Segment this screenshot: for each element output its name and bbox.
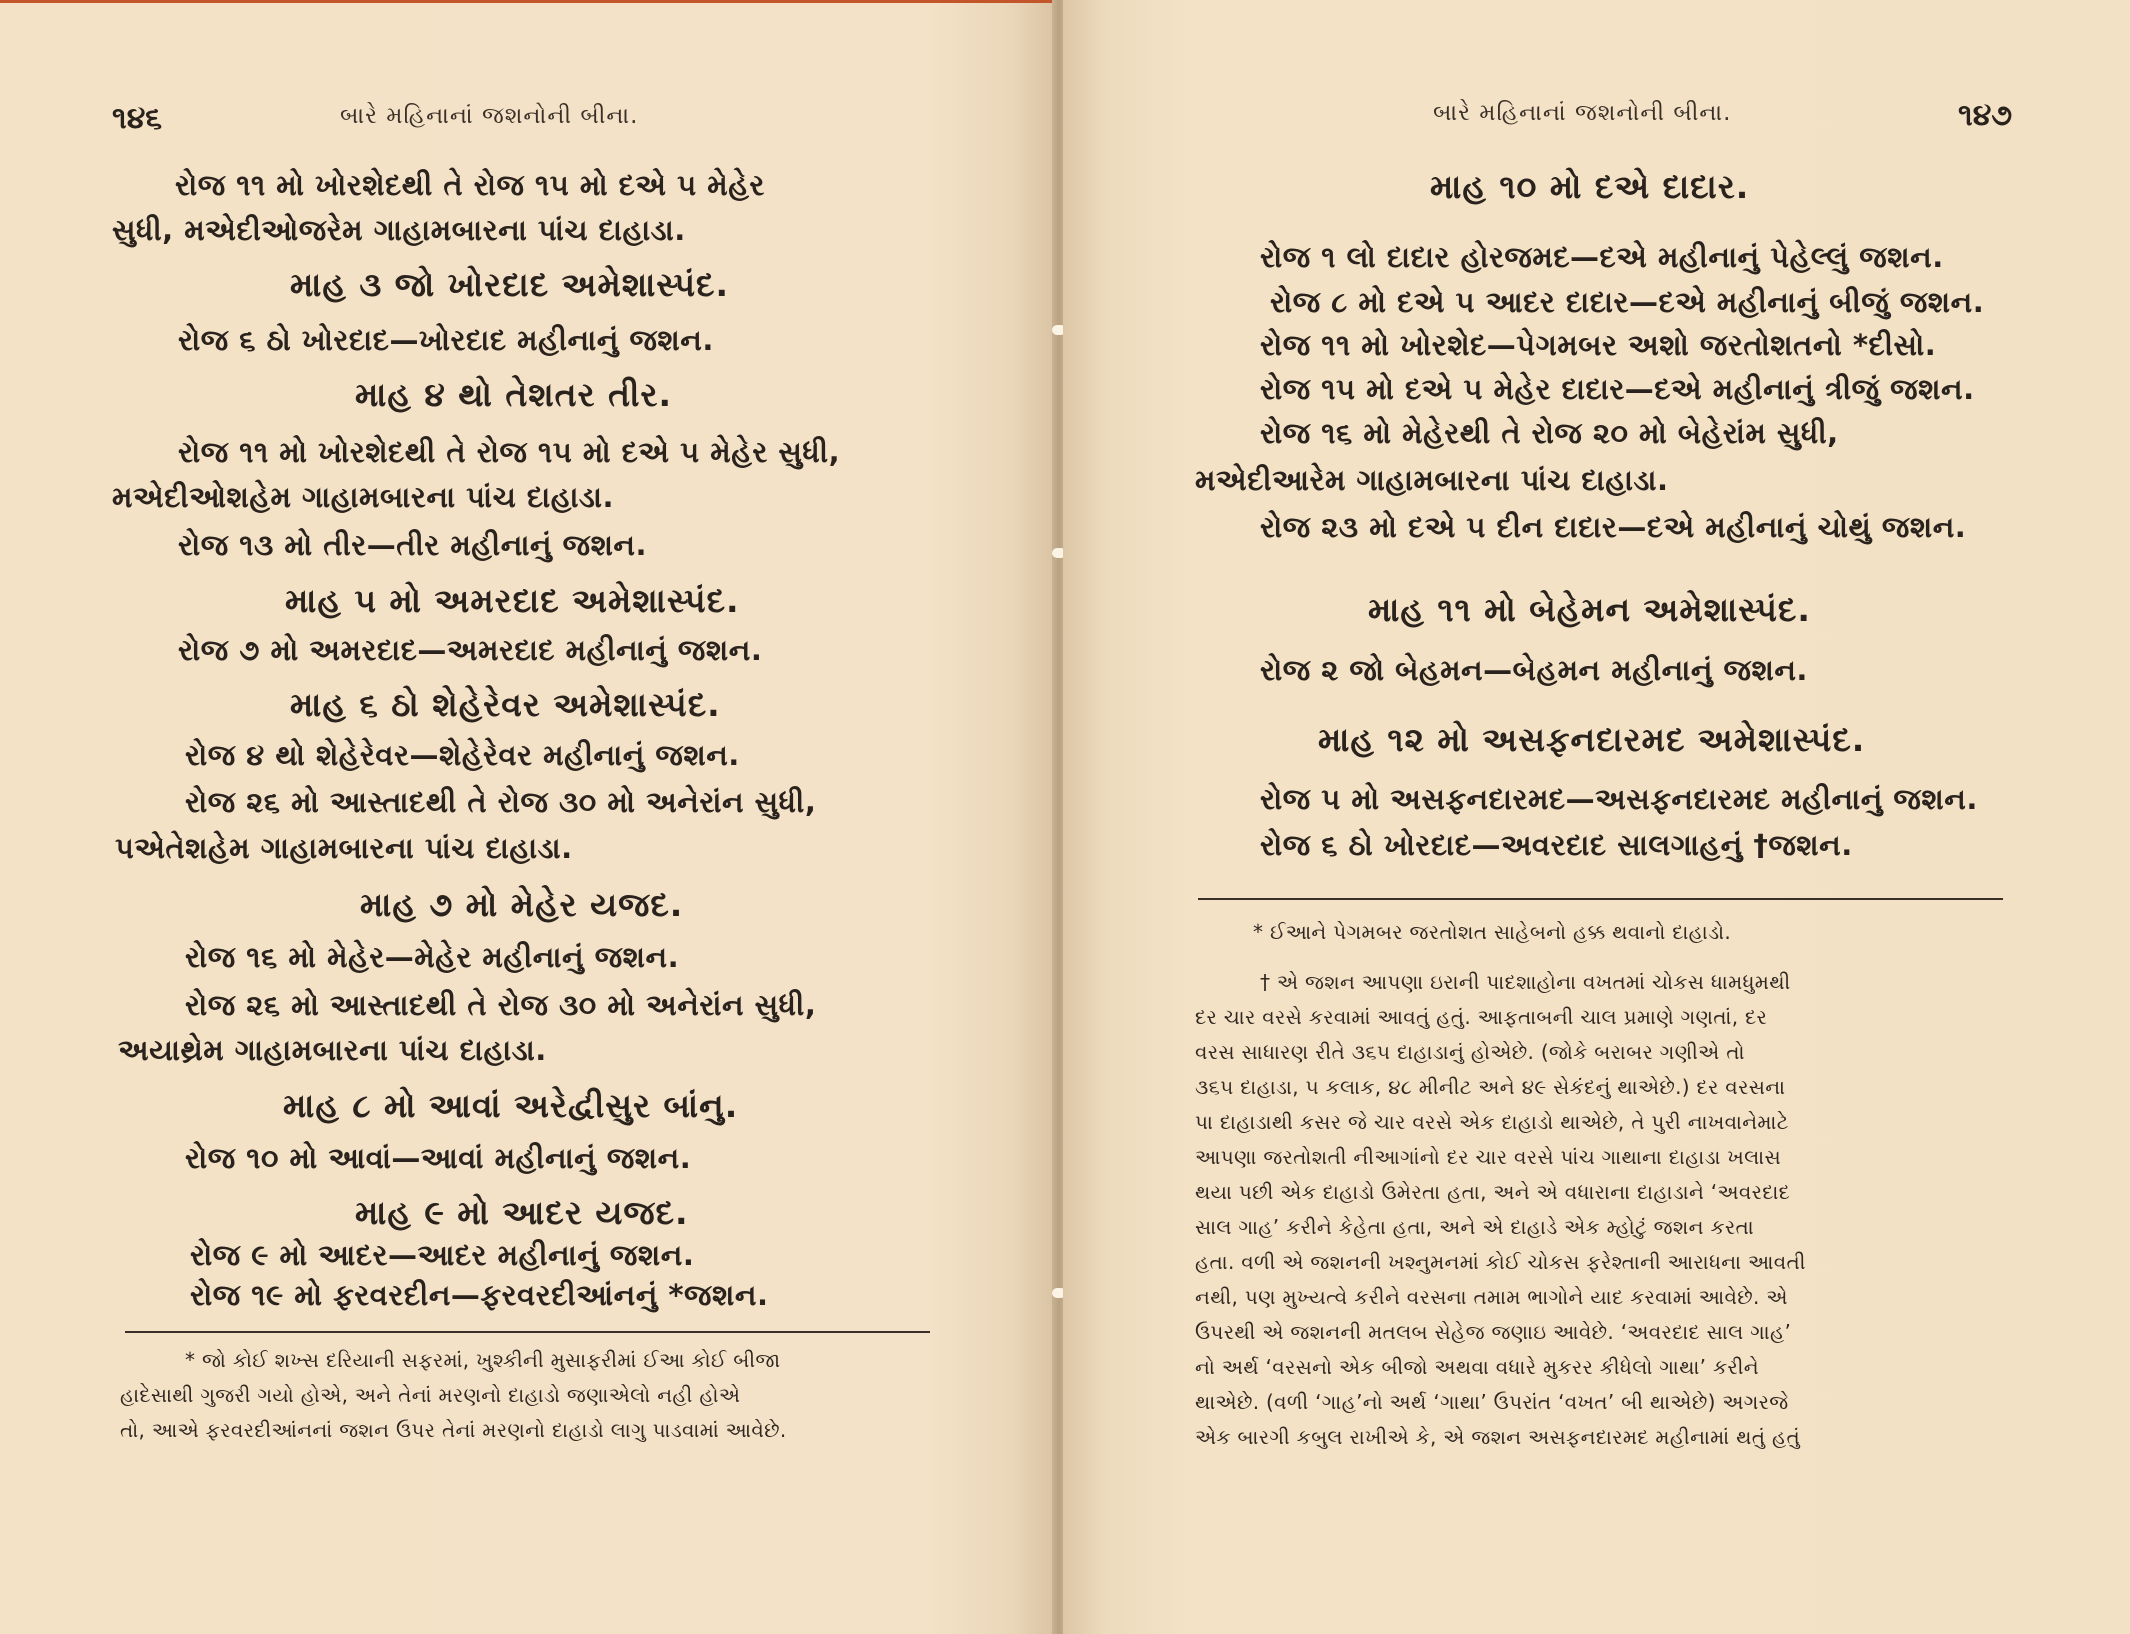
footnote-star: * ઈઆને પેગમબર જરતોશત સાહેબનો હક્ક થવાનો દાહાડો. — [1253, 920, 1732, 944]
footnote-line: નથી, પણ મુખ્યત્વે કરીને વરસના તમામ ભાગોને યાદ કરવામાં આવેછે. એ — [1195, 1285, 1788, 1309]
month-heading: માહ ૯ મો આદર યજદ. — [355, 1193, 689, 1232]
page-number: ૧૪૭ — [1958, 98, 2013, 133]
text-line: રોજ ૨૬ મો આસ્તાદથી તે રોજ ૩૦ મો અનેરાંન સુધી, — [185, 988, 817, 1022]
footnote-line: ૩૬૫ દાહાડા, ૫ કલાક, ૪૮ મીનીટ અને ૪૯ સેકંદનું થાએછે.) દર વરસના — [1195, 1075, 1786, 1099]
footnote-line: † એ જશન આપણા ઇરાની પાદશાહોના વખતમાં ચોકસ ધામધુમથી — [1260, 970, 1791, 994]
month-heading: માહ ૪ થો તેશતર તીર. — [355, 375, 672, 414]
text-line: રોજ ૪ થો શેહેરેવર—શેહેરેવર મહીનાનું જશન. — [185, 738, 740, 772]
footnote-line: હાદેસાથી ગુજરી ગયો હોએ, અને તેનાં મરણનો દાહાડો જણાએલો નહી હોએ — [120, 1383, 741, 1407]
text-line: રોજ ૧૧ મો ખોરશેદ—પેગમબર અશો જરતોશતનો *દીસો. — [1260, 328, 1937, 362]
text-line: રોજ ૧૧ મો ખોરશેદથી તે રોજ ૧૫ મો દએ ૫ મેહેર સુધી, — [178, 435, 841, 469]
footnote-line: દર ચાર વરસે કરવામાં આવતું હતું. આફતાબની ચાલ પ્રમાણે ગણતાં, દર — [1195, 1005, 1768, 1029]
footnote-line: વરસ સાધારણ રીતે ૩૬૫ દાહાડાનું હોએછે. (જોકે બરાબર ગણીએ તો — [1195, 1040, 1745, 1064]
month-heading: માહ ૧૦ મો દએ દાદાર. — [1430, 167, 1750, 206]
footnote-line: હતા. વળી એ જશનની ખશ્નુમનમાં કોઈ ચોકસ ફરેશ્તાની આરાધના આવતી — [1195, 1250, 1806, 1274]
month-heading: માહ ૩ જો ખોરદાદ અમેશાસ્પંદ. — [290, 265, 730, 304]
text-line: રોજ ૧૫ મો દએ ૫ મેહેર દાદાર—દએ મહીનાનું ત્રીજું જશન. — [1260, 372, 1975, 406]
running-head: બારે મહિનાનાં જશનોની બીના. — [340, 103, 639, 129]
footnote-line: પા દાહાડાથી કસર જે ચાર વરસે એક દાહાડો થાએછે, તે પુરી નાખવાનેમાટે — [1195, 1110, 1789, 1134]
month-heading: માહ ૮ મો આવાં અરેદ્વીસુર બાંનુ. — [283, 1086, 739, 1125]
footnote-rule — [125, 1331, 930, 1333]
text-line: અયાથ્રેમ ગાહામબારના પાંચ દાહાડા. — [118, 1033, 547, 1067]
right-page — [1063, 0, 2130, 1634]
text-line: રોજ ૨ જો બેહમન—બેહમન મહીનાનું જશન. — [1260, 653, 1808, 687]
footnote-line: સાલ ગાહ’ કરીને કેહેતા હતા, અને એ દાહાડે એક મ્હોટું જશન કરતા — [1195, 1215, 1754, 1239]
running-head: બારે મહિનાનાં જશનોની બીના. — [1433, 100, 1732, 126]
text-line: રોજ ૧૩ મો તીર—તીર મહીનાનું જશન. — [178, 528, 648, 562]
text-line: મએદીઓશહેમ ગાહામબારના પાંચ દાહાડા. — [112, 480, 614, 514]
text-line: રોજ ૨૩ મો દએ ૫ દીન દાદાર—દએ મહીનાનું ચોથું જશન. — [1260, 510, 1967, 544]
text-line: રોજ ૫ મો અસફનદારમદ—અસફનદારમદ મહીનાનું જશન. — [1260, 782, 1978, 816]
month-heading: માહ ૧૨ મો અસફનદારમદ અમેશાસ્પંદ. — [1318, 720, 1866, 759]
text-line: રોજ ૧૯ મો ફરવરદીન—ફરવરદીઆંનનું *જશન. — [190, 1278, 769, 1312]
text-line: રોજ ૧૬ મો મેહેરથી તે રોજ ૨૦ મો બેહેરાંમ સુધી, — [1260, 416, 1839, 450]
footnote-rule — [1198, 898, 2003, 900]
text-line: રોજ ૭ મો અમરદાદ—અમરદાદ મહીનાનું જશન. — [178, 633, 763, 667]
text-line: રોજ ૧૬ મો મેહેર—મેહેર મહીનાનું જશન. — [185, 940, 680, 974]
month-heading: માહ ૫ મો અમરદાદ અમેશાસ્પંદ. — [285, 581, 740, 620]
footnote-line: ઉપરથી એ જશનની મતલબ સેહેજ જણાઇ આવેછે. ‘અવરદાદ સાલ ગાહ’ — [1195, 1320, 1792, 1344]
footnote-line: તો, આએ ફરવરદીઆંનનાં જશન ઉપર તેનાં મરણનો દાહાડો લાગુ પાડવામાં આવેછે. — [120, 1418, 787, 1442]
footnote-line: આપણા જરતોશતી નીઆગાંનો દર ચાર વરસે પાંચ ગાથાના દાહાડા ખલાસ — [1195, 1145, 1781, 1169]
text-line: પએતેશહેમ ગાહામબારના પાંચ દાહાડા. — [115, 831, 573, 865]
text-line: રોજ ૧૦ મો આવાં—આવાં મહીનાનું જશન. — [185, 1141, 692, 1175]
month-heading: માહ ૬ ઠો શેહેરેવર અમેશાસ્પંદ. — [290, 685, 721, 724]
footnote-line: થયા પછી એક દાહાડો ઉમેરતા હતા, અને એ વધારાના દાહાડાને ‘અવરદાદ — [1195, 1180, 1791, 1204]
text-line: રોજ ૧૧ મો ખોરશેદથી તે રોજ ૧૫ મો દએ ૫ મેહેર — [175, 168, 765, 202]
page-number: ૧૪૬ — [112, 101, 163, 136]
text-line: રોજ ૧ લો દાદાર હોરજમદ—દએ મહીનાનું પેહેલ્લું જશન. — [1260, 240, 1944, 274]
footnote-line: થાએછે. (વળી ‘ગાહ’નો અર્થ ‘ગાથા’ ઉપરાંત ‘વખત’ બી થાએછે) અગરજે — [1195, 1390, 1789, 1414]
footnote-line: * જો કોઈ શખ્સ દરિયાની સફરમાં, ખુશ્કીની મુસાફરીમાં ઈઆ કોઈ બીજા — [185, 1348, 781, 1372]
month-heading: માહ ૧૧ મો બેહેમન અમેશાસ્પંદ. — [1368, 590, 1811, 629]
month-heading: માહ ૭ મો મેહેર યજદ. — [360, 885, 684, 924]
text-line: રોજ ૬ ઠો ખોરદાદ—ખોરદાદ મહીનાનું જશન. — [178, 323, 714, 357]
text-line: રોજ ૯ મો આદર—આદર મહીનાનું જશન. — [190, 1238, 695, 1272]
left-page — [0, 0, 1055, 1634]
text-line: રોજ ૨૬ મો આસ્તાદથી તે રોજ ૩૦ મો અનેરાંન સુધી, — [185, 785, 817, 819]
text-line: સુધી, મએદીઓજરેમ ગાહામબારના પાંચ દાહાડા. — [112, 213, 686, 247]
footnote-line: નો અર્થ ‘વરસનો એક બીજો અથવા વધારે મુકરર કીધેલો ગાથા’ કરીને — [1195, 1355, 1759, 1379]
text-line: રોજ ૬ ઠો ખોરદાદ—અવરદાદ સાલગાહનું †જશન. — [1260, 828, 1853, 862]
footnote-line: એક બારગી કબુલ રાખીએ કે, એ જશન અસફનદારમદ મહીનામાં થતું હતું — [1195, 1425, 1801, 1449]
text-line: રોજ ૮ મો દએ ૫ આદર દાદાર—દએ મહીનાનું બીજું જશન. — [1270, 285, 1985, 319]
text-line: મએદીઆરેમ ગાહામબારના પાંચ દાહાડા. — [1195, 463, 1669, 497]
